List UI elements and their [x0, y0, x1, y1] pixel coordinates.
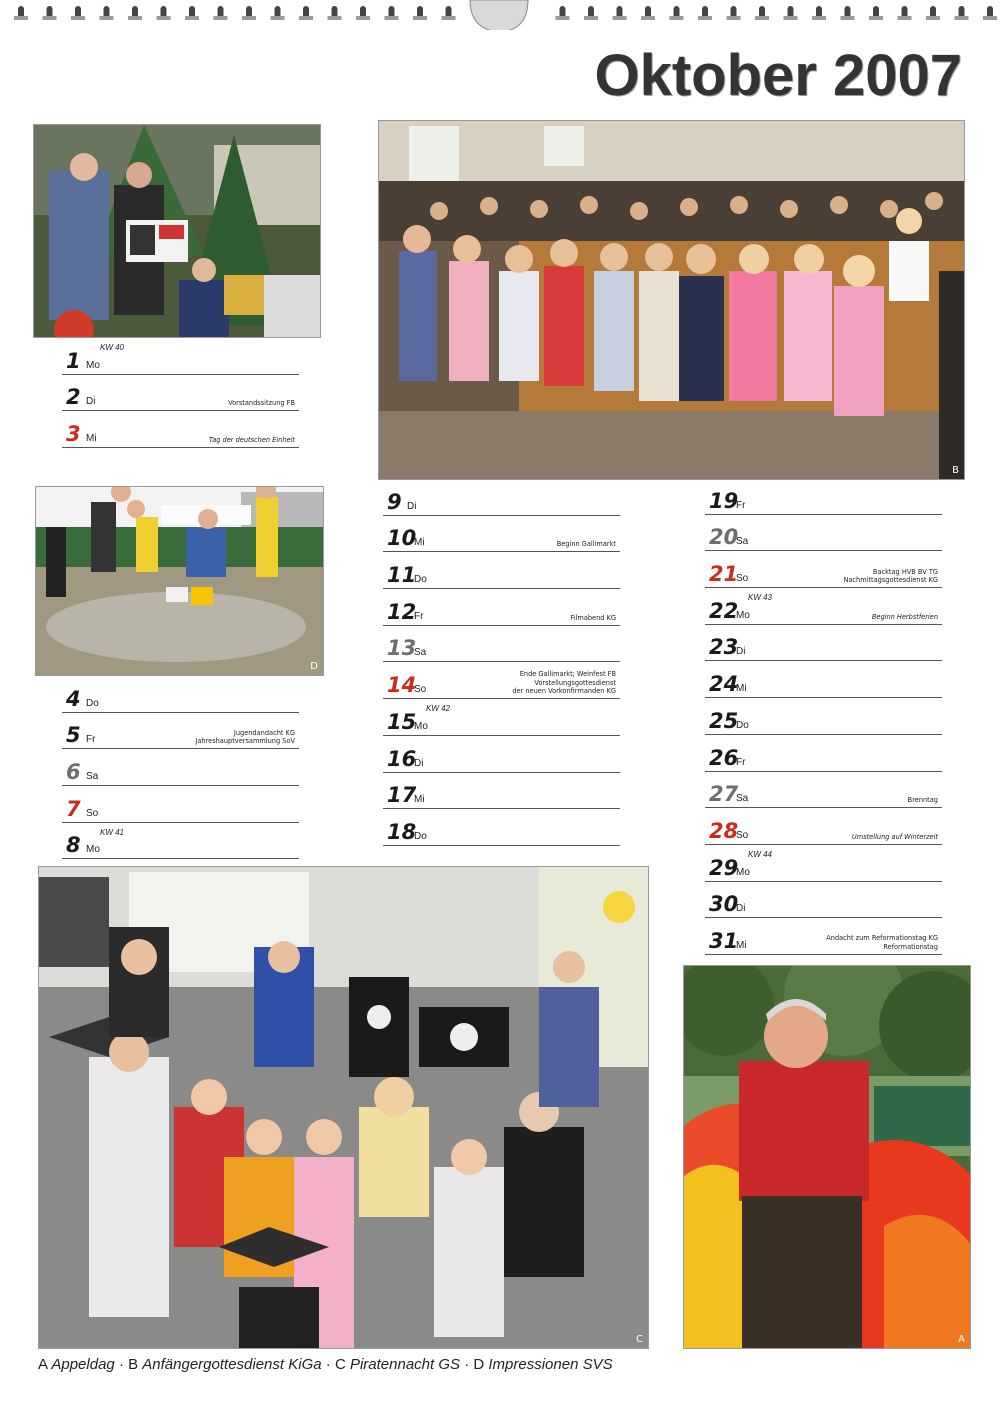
spiral-ring-hole [385, 16, 399, 20]
weekday: Sa [736, 793, 749, 805]
day-row-23 [705, 625, 942, 662]
day-number: 16 [387, 746, 417, 771]
day-note: Beginn Herbstferien [871, 612, 938, 621]
spiral-ring-hole [584, 16, 598, 20]
day-row-14 [383, 662, 620, 699]
day-row-21 [705, 551, 942, 588]
day-number: 13 [387, 636, 417, 661]
day-number: 27 [709, 782, 739, 807]
weekday: Mo [414, 720, 428, 732]
weekday: Mo [86, 359, 100, 371]
weekday: Do [736, 719, 749, 731]
spiral-ring-hole [100, 16, 114, 20]
spiral-ring-hole [242, 16, 256, 20]
day-row-11 [383, 552, 620, 589]
day-row-12 [383, 589, 620, 626]
spiral-ring-hole [328, 16, 342, 20]
weekday: So [86, 807, 99, 819]
calendar-week: KW 41 [100, 827, 125, 837]
day-row-1 [62, 338, 299, 375]
weekday: Do [414, 830, 427, 842]
spiral-ring-hole [841, 16, 855, 20]
caption-b-text: Anfängergottesdienst KiGa [142, 1356, 322, 1373]
weekday: Mi [736, 939, 747, 951]
caption-sep: · [464, 1356, 470, 1373]
photo-pirate-night [38, 866, 649, 1349]
spiral-ring-hole [43, 16, 57, 20]
day-note: Andacht zum Reformationstag KG Reformationstag [826, 934, 938, 951]
page-title: Oktober 2007 [594, 43, 962, 108]
weekday: So [736, 829, 749, 841]
weekday: Di [736, 646, 746, 658]
weekday: Sa [86, 771, 99, 783]
spiral-ring-hole [898, 16, 912, 20]
day-row-4 [62, 676, 299, 713]
spiral-ring-hole [869, 16, 883, 20]
weekday: Fr [736, 499, 746, 511]
day-row-28 [705, 808, 942, 845]
day-column-1 [62, 338, 299, 448]
photo-man-bouncy-castle [683, 965, 971, 1349]
spiral-ring-hole [983, 16, 997, 20]
weekday: Mi [736, 683, 747, 695]
spiral-binding [0, 0, 1000, 30]
day-number: 2 [66, 385, 81, 410]
day-row-17 [383, 773, 620, 810]
weekday: Mo [86, 844, 100, 856]
caption-c-letter: C [334, 1356, 346, 1373]
day-number: 23 [709, 635, 739, 660]
day-number: 30 [709, 892, 739, 917]
day-row-27 [705, 772, 942, 809]
photo-caption [38, 1356, 613, 1373]
day-row-26 [705, 735, 942, 772]
day-number: 3 [66, 422, 81, 447]
day-note: Jugendandacht KG Jahreshauptversammlung SoV [195, 728, 295, 746]
day-number: 19 [709, 488, 739, 513]
day-note: Filmabend KG [570, 613, 616, 622]
spiral-ring-hole [812, 16, 826, 20]
day-row-15 [383, 699, 620, 736]
weekday: Di [736, 903, 746, 915]
photo-letter-a: A [958, 1334, 965, 1345]
spiral-ring-hole [727, 16, 741, 20]
day-column-2 [62, 676, 299, 859]
spiral-ring-hole [128, 16, 142, 20]
caption-c-text: Piratennacht GS [349, 1356, 461, 1373]
day-number: 9 [387, 489, 402, 514]
photo-pirate-reading [33, 124, 321, 338]
spiral-ring-hole [299, 16, 313, 20]
spiral-ring-hole [955, 16, 969, 20]
spiral-ring-hole [413, 16, 427, 20]
spiral-ring-hole [698, 16, 712, 20]
day-number: 10 [387, 526, 417, 551]
caption-b-letter: B [128, 1356, 139, 1373]
day-row-10 [383, 516, 620, 553]
weekday: Fr [86, 734, 96, 746]
day-number: 17 [387, 783, 417, 808]
day-row-16 [383, 736, 620, 773]
day-number: 7 [66, 796, 81, 821]
day-row-24 [705, 661, 942, 698]
spiral-ring-hole [784, 16, 798, 20]
day-row-25 [705, 698, 942, 735]
weekday: So [736, 573, 749, 585]
weekday: So [414, 684, 427, 696]
weekday: Mo [736, 866, 750, 878]
caption-d-text: Impressionen SVS [488, 1356, 613, 1373]
day-note: Ende Gallimarkt; Weinfest FB Vorstellungsgottesdienst der neuen Vorkonfirmanden KG [512, 670, 616, 695]
spiral-ring-hole [613, 16, 627, 20]
spiral-ring-hole [157, 16, 171, 20]
spiral-ring-hole [271, 16, 285, 20]
day-note: Brenntag [907, 795, 938, 804]
day-column-4 [705, 478, 942, 955]
day-note: Beginn Gallimarkt [556, 540, 616, 549]
spiral-ring-hole [356, 16, 370, 20]
day-row-20 [705, 515, 942, 552]
day-number: 6 [66, 760, 81, 785]
day-row-18 [383, 809, 620, 846]
photo-muddy-soccer [35, 486, 324, 676]
day-number: 12 [387, 599, 417, 624]
photo-letter-b: B [952, 465, 959, 476]
caption-a-text: Appeldag [51, 1356, 115, 1373]
day-number: 15 [387, 709, 417, 734]
caption-sep: · [325, 1356, 331, 1373]
day-row-31 [705, 918, 942, 955]
weekday: Mi [86, 433, 97, 445]
caption-d-letter: D [473, 1356, 485, 1373]
day-number: 25 [709, 708, 739, 733]
day-row-7 [62, 786, 299, 823]
caption-sep: · [118, 1356, 124, 1373]
day-number: 26 [709, 745, 739, 770]
day-row-9 [383, 479, 620, 516]
day-note: Tag der deutschen Einheit [208, 435, 295, 444]
calendar-week: KW 44 [748, 849, 773, 859]
weekday: Sa [736, 536, 749, 548]
spiral-ring-hole [14, 16, 28, 20]
day-row-13 [383, 626, 620, 663]
day-number: 1 [66, 348, 81, 373]
day-number: 14 [387, 673, 417, 698]
day-note: Backtag HVB BV TG Nachmittagsgottesdienst KG [843, 567, 938, 584]
photo-letter-c: C [636, 1334, 643, 1345]
day-number: 28 [709, 818, 739, 843]
day-row-30 [705, 882, 942, 919]
day-row-2 [62, 375, 299, 412]
spiral-ring-hole [670, 16, 684, 20]
day-row-5 [62, 713, 299, 750]
spiral-ring-hole [556, 16, 570, 20]
day-number: 4 [66, 686, 81, 711]
day-number: 29 [709, 855, 739, 880]
spiral-ring-hole [442, 16, 456, 20]
day-number: 8 [66, 833, 81, 858]
day-row-29 [705, 845, 942, 882]
spiral-ring-hole [641, 16, 655, 20]
weekday: Mi [414, 537, 425, 549]
day-number: 31 [709, 928, 739, 953]
day-number: 20 [709, 525, 739, 550]
weekday: Di [407, 500, 417, 512]
weekday: Di [414, 757, 424, 769]
day-row-6 [62, 749, 299, 786]
weekday: Do [86, 697, 99, 709]
day-row-19 [705, 478, 942, 515]
weekday: Sa [414, 647, 427, 659]
calendar-week: KW 43 [748, 593, 773, 603]
weekday: Fr [736, 756, 746, 768]
spiral-ring-hole [185, 16, 199, 20]
weekday: Mo [736, 609, 750, 621]
weekday: Do [414, 574, 427, 586]
day-note: Umstellung auf Winterzeit [851, 832, 938, 841]
weekday: Di [86, 396, 96, 408]
weekday: Fr [414, 610, 424, 622]
day-number: 21 [709, 562, 739, 587]
day-number: 11 [387, 563, 417, 588]
spiral-ring-hole [214, 16, 228, 20]
photo-letter-d: D [310, 661, 318, 672]
caption-a-letter: A [38, 1356, 48, 1373]
day-number: 22 [709, 598, 739, 623]
day-row-8 [62, 823, 299, 860]
spiral-ring-hole [926, 16, 940, 20]
day-note: Vorstandssitzung FB [228, 399, 295, 408]
day-number: 18 [387, 819, 417, 844]
day-column-3 [383, 479, 620, 846]
weekday: Mi [414, 794, 425, 806]
day-number: 24 [709, 672, 739, 697]
spiral-ring-hole [71, 16, 85, 20]
day-number: 5 [66, 723, 81, 748]
calendar-week: KW 42 [426, 704, 451, 714]
calendar-week: KW 40 [100, 343, 125, 352]
day-row-3 [62, 411, 299, 448]
photo-children-church [378, 120, 965, 480]
day-row-22 [705, 588, 942, 625]
spiral-ring-hole [755, 16, 769, 20]
